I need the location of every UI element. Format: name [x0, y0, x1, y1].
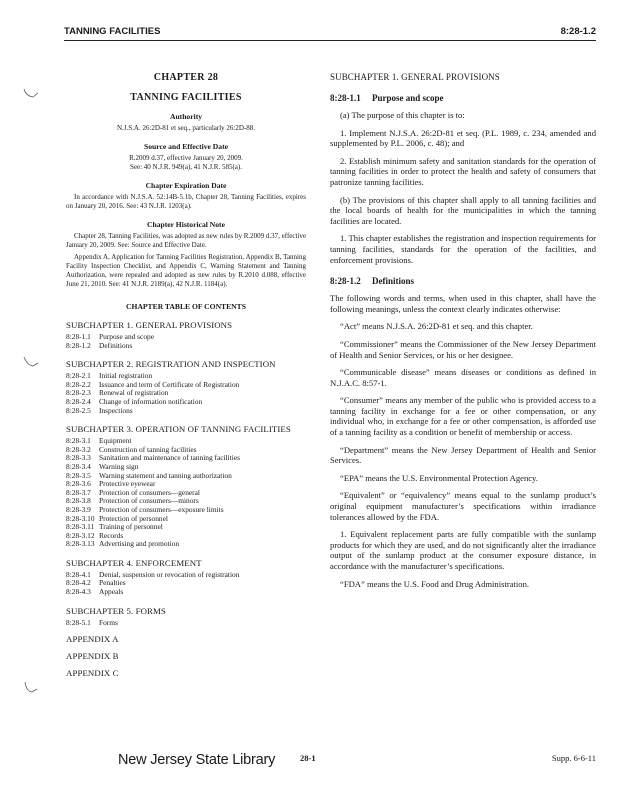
header-title: TANNING FACILITIES	[64, 26, 161, 37]
toc-entry[interactable]: 8:28-2.1 Initial registration	[66, 371, 153, 381]
subchapter-heading: SUBCHAPTER 1. GENERAL PROVISIONS	[330, 72, 500, 82]
toc-subchapter: SUBCHAPTER 3. OPERATION OF TANNING FACILITIES	[66, 424, 291, 435]
toc-entry[interactable]: 8:28-3.1 Equipment	[66, 436, 132, 446]
toc-entry[interactable]: 8:28-3.8 Protection of consumers—minors	[66, 496, 199, 506]
definition: “Department” means the New Jersey Department of Health and Senior Services.	[330, 444, 596, 466]
toc-subchapter: SUBCHAPTER 2. REGISTRATION AND INSPECTION	[66, 359, 276, 370]
chapter-title: TANNING FACILITIES	[130, 92, 242, 103]
definition-subparagraph: 1. Equivalent replacement parts are fully compatible with the sunlamp products for which they are used, and do not significantly alter the irradiance output of the sunlamp product at the consumer exposure distance, in accordance with the manufacturer’s specifications.	[330, 529, 596, 571]
toc-entry[interactable]: 8:28-2.3 Renewal of registration	[66, 388, 169, 398]
definition: “Consumer” means any member of the public who is provided access to a tanning facility in exchange for a fee or other compensation, or any individual who, in exchange for a fee or other compensation, is afforded use of a tanning facility as a condition or benefit of membership or access.	[330, 395, 596, 438]
history-paragraph: Appendix A, Application for Tanning Facilities Registration, Appendix B, Tanning Facility Inspection Checklist, and Appendix C, Warning Statement and Tanning Authorization, were repealed and adopted as new rules by R.2010 d.088, effective June 21, 2010. See: 41 N.J.R. 2189(a), 42 N.J.R. 1184(a).	[66, 253, 306, 288]
history-heading: Chapter Historical Note	[147, 220, 225, 229]
header-section: 8:28-1.2	[560, 26, 596, 37]
expiration-heading: Chapter Expiration Date	[145, 181, 227, 190]
toc-appendix[interactable]: APPENDIX A	[66, 634, 119, 645]
margin-mark-icon	[22, 355, 40, 371]
toc-entry[interactable]: 8:28-4.1 Denial, suspension or revocation of registration	[66, 569, 240, 579]
paragraph-text: 1. Implement N.J.S.A. 26:2D-81 et seq. (P.L. 1989, c. 234, amended and supplemented by P.L. 2006, c. 48); and	[330, 127, 596, 149]
toc-entry[interactable]: 8:28-3.13 Advertising and promotion	[66, 539, 180, 549]
toc-appendix[interactable]: APPENDIX C	[66, 668, 119, 679]
toc-subchapter: SUBCHAPTER 5. FORMS	[66, 605, 166, 616]
toc-entry[interactable]: 8:28-3.10 Protection of personnel	[66, 513, 168, 523]
definition: “Commissioner” means the Commissioner of the New Jersey Department of Health and Senior Services, or his or her designee.	[330, 338, 596, 360]
definition: “FDA” means the U.S. Food and Drug Administration.	[340, 578, 530, 589]
toc-entry[interactable]: 8:28-3.12 Records	[66, 530, 124, 540]
toc-entry[interactable]: 8:28-3.2 Construction of tanning facilities	[66, 444, 197, 454]
source-heading: Source and Effective Date	[143, 142, 228, 151]
page-number: 28-1	[300, 753, 316, 763]
toc-entry[interactable]: 8:28-3.6 Protective eyewear	[66, 479, 156, 489]
toc-entry[interactable]: 8:28-3.7 Protection of consumers—general	[66, 487, 200, 497]
table-of-contents	[66, 320, 306, 678]
library-stamp: New Jersey State Library	[118, 752, 276, 768]
authority-text: N.J.S.A. 26:2D-81 et seq., particularly 26:2D-88.	[116, 124, 256, 132]
definition: “EPA” means the U.S. Environmental Protection Agency.	[340, 472, 538, 483]
authority-heading: Authority	[169, 112, 203, 121]
paragraph-text: 1. This chapter establishes the registration and inspection requirements for tanning facilities, standards for the operation of the facilities, and enforcement provisions.	[330, 233, 596, 265]
subsection-text: (a) The purpose of this chapter is to:	[340, 110, 465, 120]
margin-mark-icon	[22, 86, 40, 102]
toc-subchapter: SUBCHAPTER 4. ENFORCEMENT	[66, 557, 202, 568]
section-heading: 8:28-1.2 Definitions	[330, 276, 415, 287]
toc-entry[interactable]: 8:28-3.3 Sanitation and maintenance of tanning facilities	[66, 453, 240, 463]
paragraph-text: 2. Establish minimum safety and sanitation standards for the operation of tanning facilities in order to protect the health and safety of consumers that patronize tanning facilities.	[330, 155, 596, 187]
toc-entry[interactable]: 8:28-3.11 Training of personnel	[66, 522, 163, 532]
running-header	[64, 26, 596, 40]
toc-entry[interactable]: 8:28-3.4 Warning sign	[66, 461, 139, 471]
source-text: See: 40 N.J.R. 949(a), 41 N.J.R. 585(a).	[130, 163, 242, 171]
definition: “Equivalent” or “equivalency” means equal to the sunlamp product’s original equipment manufacturer’s specifications within irradiance tolerances allowed by the FDA.	[330, 490, 596, 522]
definition: “Act” means N.J.S.A. 26:2D-81 et seq. and this chapter.	[340, 321, 533, 332]
definitions-intro: The following words and terms, when used in this chapter, shall have the following meanings, unless the context clearly indicates otherwise:	[330, 293, 596, 314]
toc-heading: CHAPTER TABLE OF CONTENTS	[126, 302, 246, 311]
toc-entry[interactable]: 8:28-4.2 Penalties	[66, 578, 126, 588]
history-paragraph: Chapter 28, Tanning Facilities, was adopted as new rules by R.2009 d.37, effective January 20, 2009. See: Source and Effective Date.	[66, 232, 306, 249]
toc-entry[interactable]: 8:28-4.3 Appeals	[66, 587, 124, 597]
toc-entry[interactable]: 8:28-2.4 Change of information notification	[66, 396, 203, 406]
chapter-number: CHAPTER 28	[153, 72, 219, 83]
toc-entry[interactable]: 8:28-1.2 Definitions	[66, 340, 133, 350]
toc-entry[interactable]: 8:28-2.5 Inspections	[66, 405, 133, 415]
right-column	[330, 72, 596, 589]
toc-entry[interactable]: 8:28-2.2 Issuance and term of Certificate of Registration	[66, 379, 240, 389]
toc-entry[interactable]: 8:28-3.5 Warning statement and tanning authorization	[66, 470, 232, 480]
toc-subchapter: SUBCHAPTER 1. GENERAL PROVISIONS	[66, 320, 233, 330]
left-column	[66, 72, 306, 678]
source-text: R.2009 d.37, effective January 20, 2009.	[129, 154, 243, 162]
toc-entry[interactable]: 8:28-1.1 Purpose and scope	[66, 332, 155, 341]
header-rule	[64, 40, 596, 41]
expiration-text: In accordance with N.J.S.A. 52:14B-5.1b, Chapter 28, Tanning Facilities, expires on January 20, 2016. See: 43 N.J.R. 1203(a).	[66, 193, 306, 210]
definition: “Communicable disease” means diseases or conditions as defined in N.J.A.C. 8:57-1.	[330, 367, 596, 388]
supplement-date: Supp. 6-6-11	[551, 753, 596, 763]
margin-mark-icon	[22, 680, 40, 696]
toc-appendix[interactable]: APPENDIX B	[66, 651, 119, 662]
toc-entry[interactable]: 8:28-5.1 Forms	[66, 617, 118, 627]
subsection-text: (b) The provisions of this chapter shall apply to all tanning facilities and the local boards of health for the municipalities in which the tanning facilities are located.	[330, 194, 596, 226]
toc-entry[interactable]: 8:28-3.9 Protection of consumers—exposure limits	[66, 504, 224, 514]
section-heading: 8:28-1.1 Purpose and scope	[330, 93, 444, 103]
